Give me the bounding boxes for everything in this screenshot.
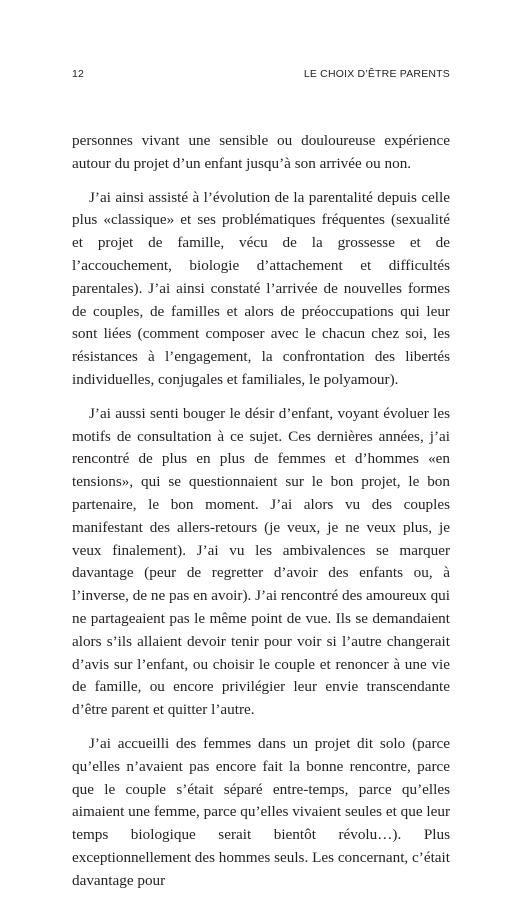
paragraph-continuation: personnes vivant une sensible ou douloureuse expérience autour du projet d’un enfant jusqu’à son arrivée ou non. xyxy=(72,132,450,172)
paragraph: J’ai ainsi assisté à l’évolution de la parentalité depuis celle plus «classique» et ses problématiques fréquentes (sexualité et projet de famille, vécu de la grossesse et de l’accouchement, biologie d’attachement et difficultés parentales). J’ai ainsi constaté l’arrivée de nouvelles formes de couples, de familles et alors de préoccupations qui leur sont liées (comment composer avec le chacun chez soi, les résistances à l’engagement, la confrontation des libertés individuelles, conjugales et familiales, le polyamour). xyxy=(72,188,450,388)
running-title: LE CHOIX D’ÊTRE PARENTS xyxy=(303,68,450,80)
page-number: 12 xyxy=(72,68,85,80)
paragraph: J’ai aussi senti bouger le désir d’enfant, voyant évoluer les motifs de consultation à ce sujet. Ces dernières années, j’ai rencontré de plus en plus de femmes et d’hommes «en tensions», qui se questionnaient sur le bon projet, le bon partenaire, le bon moment. J’ai alors vu des couples manifestant des allers-retours (je veux, je ne veux plus, je veux finalement). J’ai vu les ambivalences se marquer davantage (peur de regretter d’avoir des enfants ou, à l’inverse, de ne pas en avoir). J’ai rencontré des amoureux qui ne partageaient pas le même point de vue. Ils se demandaient alors s’ils allaient devoir tenir pour voir si l’autre changerait d’avis sur l’enfant, ou choisir le couple et renoncer à une vie de famille, ou encore privilégier leur envie transcendante d’être parent et quitter l’autre. xyxy=(72,404,450,719)
running-header xyxy=(72,68,450,84)
paragraph: J’ai accueilli des femmes dans un projet dit solo (parce qu’elles n’avaient pas encore fait la bonne rencontre, parce que le couple s’était séparé entre-temps, parce qu’elles aimaient une femme, parce qu’elles vivaient seules et que leur temps biologique serait bientôt révolu…). Plus exceptionnellement des hommes seuls. Les concernant, c’était davantage pour xyxy=(72,734,450,889)
body-text xyxy=(72,130,450,904)
